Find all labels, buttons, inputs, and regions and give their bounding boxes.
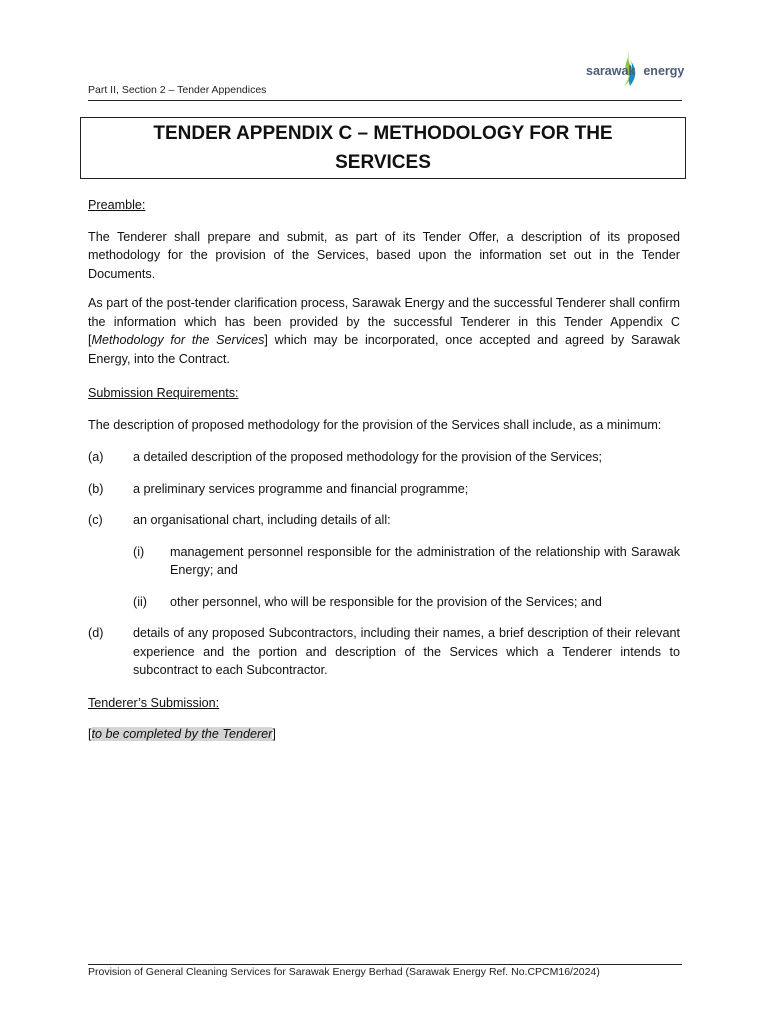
list-item-text: details of any proposed Subcontractors, including their names, a brief description of their relevant experience and the portion and description of the Services which a Tenderer intends to subcontract to each Subcontractor. bbox=[133, 626, 680, 677]
list-item-label: (c) bbox=[88, 513, 103, 527]
submission-intro: The description of proposed methodology for the provision of the Services shall include, as a minimum: bbox=[88, 417, 662, 432]
tenderer-submission-field[interactable] bbox=[88, 725, 680, 744]
logo-word-sarawak: sarawak bbox=[586, 64, 636, 78]
list-item-text: an organisational chart, including details of all: bbox=[133, 513, 391, 527]
list-item bbox=[88, 511, 680, 530]
sub-list-item-label: (i) bbox=[133, 544, 145, 559]
list-item-text: a detailed description of the proposed methodology for the provision of the Services; bbox=[133, 450, 603, 464]
page-title: TENDER APPENDIX C – METHODOLOGY FOR THE SERVICES bbox=[80, 117, 686, 179]
list-item-text: a preliminary services programme and financial programme; bbox=[133, 481, 469, 496]
close-bracket: ] bbox=[272, 727, 276, 741]
tenderer-submission-heading: Tenderer’s Submission: bbox=[88, 695, 220, 710]
preamble-p2-italic: Methodology for the Services bbox=[91, 333, 265, 347]
list-item-label: (d) bbox=[88, 626, 104, 640]
submission-heading: Submission Requirements: bbox=[88, 386, 239, 400]
list-item-label: (a) bbox=[88, 450, 104, 464]
header-section-label: Part II, Section 2 – Tender Appendices bbox=[88, 84, 267, 96]
list-item bbox=[88, 480, 680, 499]
submission-placeholder[interactable]: to be completed by the Tenderer bbox=[91, 727, 273, 741]
preamble-heading: Preamble: bbox=[88, 198, 146, 212]
list-item-label: (b) bbox=[88, 481, 104, 496]
preamble-p2-start: As part of the post-tender clarification process, Sarawak Energy and the successful Tenderer shall confirm the information which has been provided by the successful Tenderer in this Tender Appendix C [ bbox=[88, 296, 680, 347]
list-item bbox=[88, 448, 680, 467]
list-item bbox=[88, 624, 680, 680]
open-bracket: [ bbox=[88, 727, 92, 741]
logo-wordmark bbox=[586, 64, 684, 78]
sub-list-item bbox=[133, 543, 680, 580]
header-divider bbox=[88, 100, 682, 101]
document-body bbox=[88, 196, 680, 755]
footer-text: Provision of General Cleaning Services for Sarawak Energy Berhad (Sarawak Energy Ref. No.CPCM16/2024) bbox=[88, 966, 600, 978]
sub-list-item-label: (ii) bbox=[133, 594, 147, 609]
sub-list-item-text: management personnel responsible for the administration of the relationship with Sarawak Energy; and bbox=[170, 544, 680, 577]
sarawak-energy-logo bbox=[586, 46, 685, 88]
footer-divider bbox=[88, 964, 682, 965]
preamble-paragraph-1: The Tenderer shall prepare and submit, as part of its Tender Offer, a description of its proposed methodology for the provision of the Services, based upon the information set out in the Tender Documents. bbox=[88, 229, 680, 281]
preamble-paragraph-2 bbox=[88, 294, 680, 368]
sub-list-item-text: other personnel, who will be responsible for the provision of the Services; and bbox=[170, 594, 602, 609]
preamble-p2-end: ] which may be incorporated, once accepted and agreed by Sarawak Energy, into the Contract. bbox=[88, 333, 680, 366]
sub-list-item bbox=[133, 593, 680, 612]
logo-word-energy: energy bbox=[643, 64, 685, 78]
